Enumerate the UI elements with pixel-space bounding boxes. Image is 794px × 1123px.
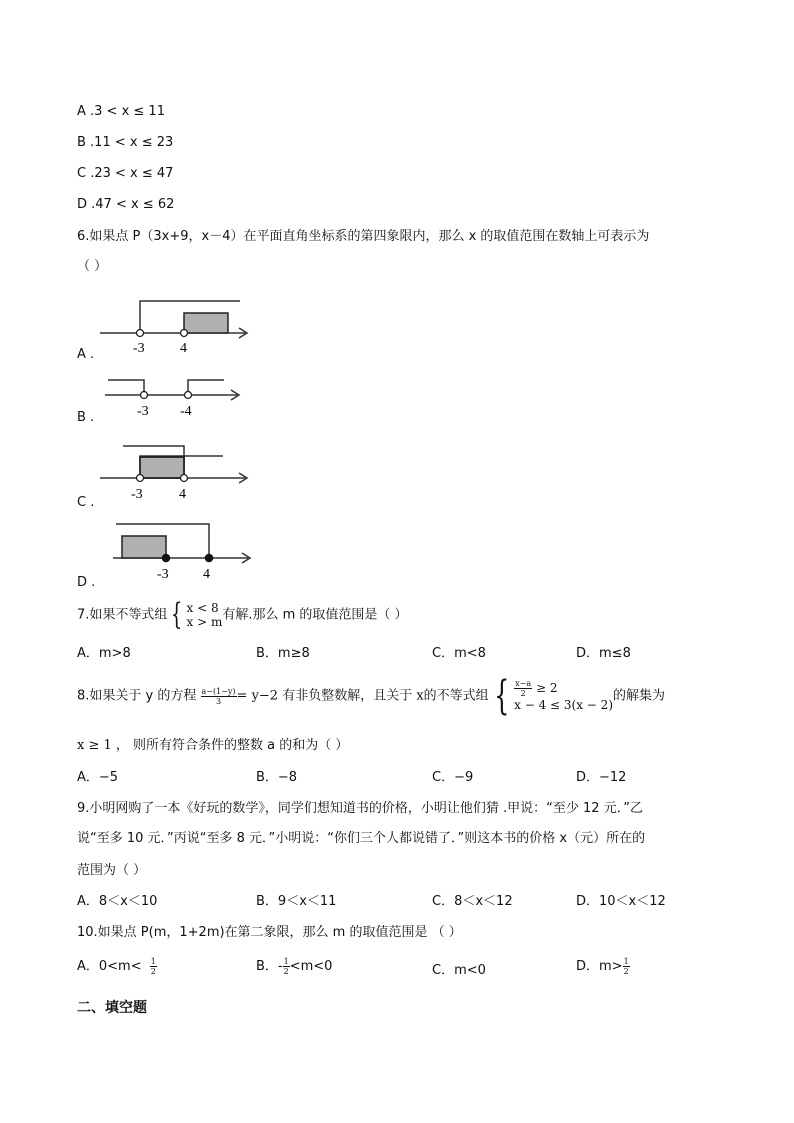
q8-option-c: C．−9 <box>432 770 474 785</box>
q9-line2: 说“至多 10 元．”丙说“至多 8 元．”小明说：“你们三个人都说错了．”则这本书的价格 x（元）所在的 <box>77 831 646 846</box>
q9-option-b: B．9＜x＜11 <box>256 894 337 909</box>
label-d-2: 4 <box>203 567 210 582</box>
q6-paren: （ ） <box>77 259 108 274</box>
number-line-a <box>95 295 255 357</box>
q8-equation-rest: = y−2 有非负整数解，且关于 x的不等式组 <box>236 688 489 704</box>
q7-row2: x > m <box>186 614 223 629</box>
q9-option-a: A．8＜x＜10 <box>77 894 158 909</box>
number-line-c <box>95 440 255 504</box>
q8-sys-row1-rest: ≥ 2 <box>535 681 558 695</box>
q8-system: { $\frac{x-a}{2}$ ≥ 2 x − 4 ≤ 3(x − 2) <box>493 672 613 719</box>
q9-option-d: D．10＜x＜12 <box>576 894 666 909</box>
q7-option-a: A．m>8 <box>77 646 131 661</box>
label-a-2: 4 <box>180 341 187 356</box>
q7-suffix: 有解.那么 m 的取值范围是（ ） <box>222 607 408 623</box>
q6-option-a-letter: A . <box>77 347 95 362</box>
q6-option-b-letter: B . <box>77 410 95 425</box>
number-line-b <box>100 374 245 422</box>
q9-line1: 9.小明网购了一本《好玩的数学》，同学们想知道书的价格，小明让他们猜 .甲说：“至少 12 元．”乙 <box>77 801 643 816</box>
q6-stem: 6.如果点 P（3x+9，x－4）在平面直角坐标系的第四象限内，那么 x 的取值范围在数轴上可表示为 <box>77 229 650 244</box>
label-d-1: -3 <box>157 567 169 582</box>
q10-option-d: D．m> $\frac{1}{2}$ <box>576 957 629 976</box>
q8-line2-text: 则所有符合条件的整数 a 的和为（ ） <box>133 738 349 753</box>
q9-option-c: C．8＜x＜12 <box>432 894 513 909</box>
q5-option-b: B .11 < x ≤ 23 <box>77 135 174 150</box>
q8-option-d: D．−12 <box>576 770 627 785</box>
section-title: 二、填空题 <box>77 1000 147 1016</box>
q7-prefix: 7.如果不等式组 <box>77 607 168 623</box>
label-c-1: -3 <box>131 487 143 502</box>
q7-system: { x < 8 x > m <box>171 596 223 632</box>
label-c-2: 4 <box>179 487 186 502</box>
number-line-d <box>108 518 256 582</box>
q8-prefix: 8.如果关于 y 的方程 <box>77 688 197 704</box>
q8-sys-row2: x − 4 ≤ 3(x − 2) <box>514 698 613 712</box>
q10-stem: 10.如果点 P(m，1+2m)在第二象限，那么 m 的取值范围是 （ ） <box>77 925 462 940</box>
q5-option-c: C .23 < x ≤ 47 <box>77 166 174 181</box>
q8-sys-fraction: $\frac{x-a}{2}$ <box>515 679 532 698</box>
q6-option-c-letter: C . <box>77 495 95 510</box>
q10-option-c: C．m<0 <box>432 963 486 978</box>
q5-option-d: D .47 < x ≤ 62 <box>77 197 175 212</box>
q8-option-a: A．−5 <box>77 770 119 785</box>
q7-row1: x < 8 <box>186 600 219 615</box>
q7-option-c: C．m<8 <box>432 646 486 661</box>
q8-line2 <box>77 737 348 755</box>
q9-line3: 范围为（ ） <box>77 863 147 878</box>
q10-option-b: B．- $\frac{1}{2}$ <m<0 <box>256 957 333 976</box>
q6-option-d-letter: D . <box>77 575 96 590</box>
q8-suffix: 的解集为 <box>613 688 666 704</box>
q7-stem <box>77 598 408 633</box>
q8-line2-math: x ≥ 1 ， <box>77 738 129 753</box>
label-b-2: -4 <box>180 404 192 419</box>
q7-option-d: D．m≤8 <box>576 646 631 661</box>
q8-stem <box>77 672 666 719</box>
q8-equation-fraction: $\frac{a-(1-y)}{3}$ <box>201 686 236 706</box>
label-a-1: -3 <box>133 341 145 356</box>
q10-option-a: A．0<m< $\frac{1}{2}$ <box>77 957 156 976</box>
label-b-1: -3 <box>137 404 149 419</box>
q7-option-b: B．m≥8 <box>256 646 310 661</box>
q5-option-a: A .3 < x ≤ 11 <box>77 104 165 119</box>
q8-option-b: B．−8 <box>256 770 298 785</box>
